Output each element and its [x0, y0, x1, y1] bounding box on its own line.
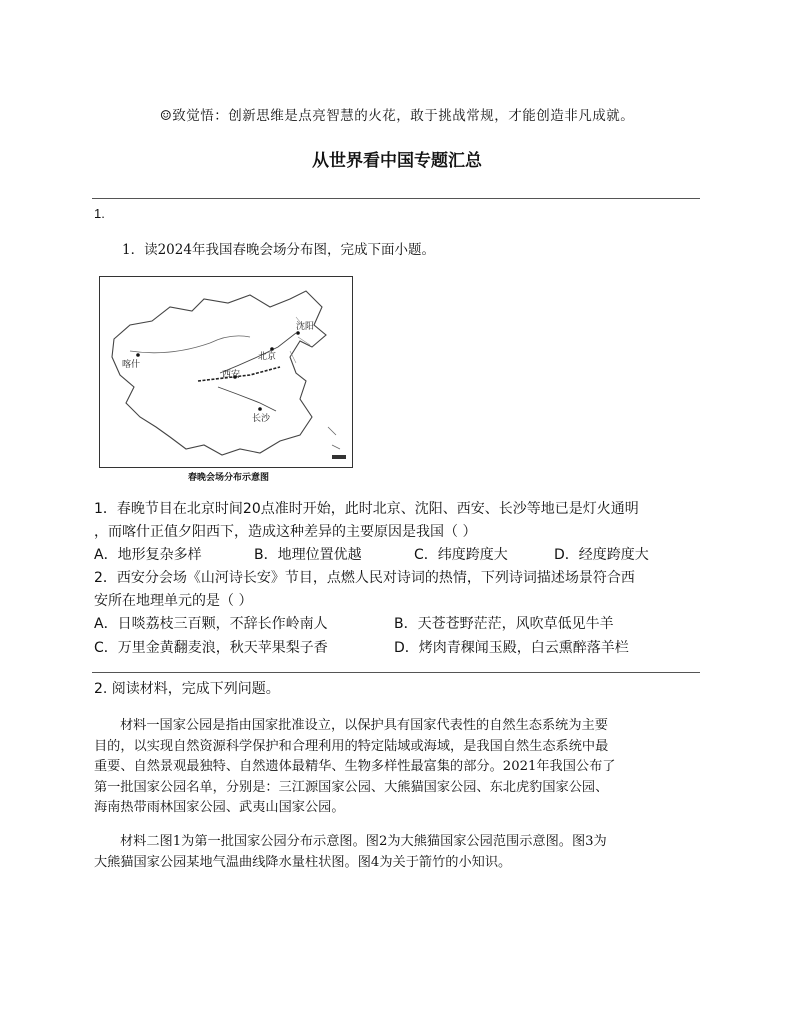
city-label-shenyang: 沈阳 — [296, 322, 315, 332]
section-1-intro: 1．读2024年我国春晚会场分布图，完成下面小题。 — [122, 242, 435, 258]
city-label-changsha: 长沙 — [252, 414, 271, 424]
material-1-line: 目的，以实现自然资源科学保护和合理利用的特定陆域或海域，是我国自然生态系统中最 — [94, 738, 609, 754]
section-divider — [92, 198, 700, 199]
q2-options-row2 — [94, 637, 704, 660]
motto-text: ☺致觉悟：创新思维是点亮智慧的火花，敢于挑战常规，才能创造非凡成就。 — [159, 108, 635, 124]
material-2 — [94, 832, 702, 873]
city-label-beijing: 北京 — [258, 352, 277, 362]
gala-venue-map — [99, 276, 353, 468]
q2-option-d[interactable]: D．烤肉青稞闻玉殿，白云熏醉落羊栏 — [394, 640, 629, 656]
material-1-line: 海南热带雨林国家公园、武夷山国家公园。 — [94, 800, 345, 815]
q2-stem-line2: 安所在地理单元的是（ ） — [94, 593, 253, 609]
section-1-number: 1. — [94, 206, 105, 221]
q2-option-a[interactable]: A．日啖荔枝三百颗，不辞长作岭南人 — [94, 616, 328, 632]
q1-options — [94, 544, 704, 567]
material-1-line: 材料一国家公园是指由国家批准设立，以保护具有国家代表性的自然生态系统为主要 — [120, 718, 608, 733]
section-2-heading: 2. 阅读材料，完成下列问题。 — [94, 681, 280, 697]
q1-stem-line2: ，而喀什正值夕阳西下，造成这种差异的主要原因是我国（ ） — [94, 524, 477, 540]
material-1-line: 第一批国家公园名单，分别是：三江源国家公园、大熊猫国家公园、东北虎豹国家公园、 — [94, 779, 609, 795]
section-divider-2 — [92, 672, 700, 673]
q2-options-row1 — [94, 613, 704, 636]
q2-option-c[interactable]: C．万里金黄翻麦浪，秋天苹果梨子香 — [94, 640, 328, 656]
q1-option-c[interactable]: C．纬度跨度大 — [414, 547, 508, 563]
q1-stem-line1: 1．春晚节目在北京时间20点准时开始，此时北京、沈阳、西安、长沙等地已是灯火通明 — [94, 501, 639, 517]
city-label-kashgar: 喀什 — [122, 360, 141, 370]
material-1 — [94, 716, 702, 819]
material-2-line: 大熊猫国家公园某地气温曲线降水量柱状图。图4为关于箭竹的小知识。 — [94, 854, 512, 870]
q2-option-b[interactable]: B．天苍苍野茫茫，风吹草低见牛羊 — [394, 616, 614, 632]
material-1-line: 重要、自然景观最独特、自然遗体最精华、生物多样性最富集的部分。2021年我国公布了 — [94, 759, 616, 774]
map-caption: 春晚会场分布示意图 — [188, 473, 270, 483]
page-title: 从世界看中国专题汇总 — [312, 151, 482, 171]
material-2-line: 材料二图1为第一批国家公园分布示意图。图2为大熊猫国家公园范围示意图。图3为 — [120, 834, 607, 849]
q1-option-a[interactable]: A．地形复杂多样 — [94, 547, 202, 563]
city-label-xian: 西安 — [222, 370, 241, 380]
q1-option-d[interactable]: D．经度跨度大 — [554, 547, 649, 563]
q1-option-b[interactable]: B．地理位置优越 — [254, 547, 362, 563]
q2-stem-line1: 2．西安分会场《山河诗长安》节目，点燃人民对诗词的热情，下列诗词描述场景符合西 — [94, 570, 635, 586]
